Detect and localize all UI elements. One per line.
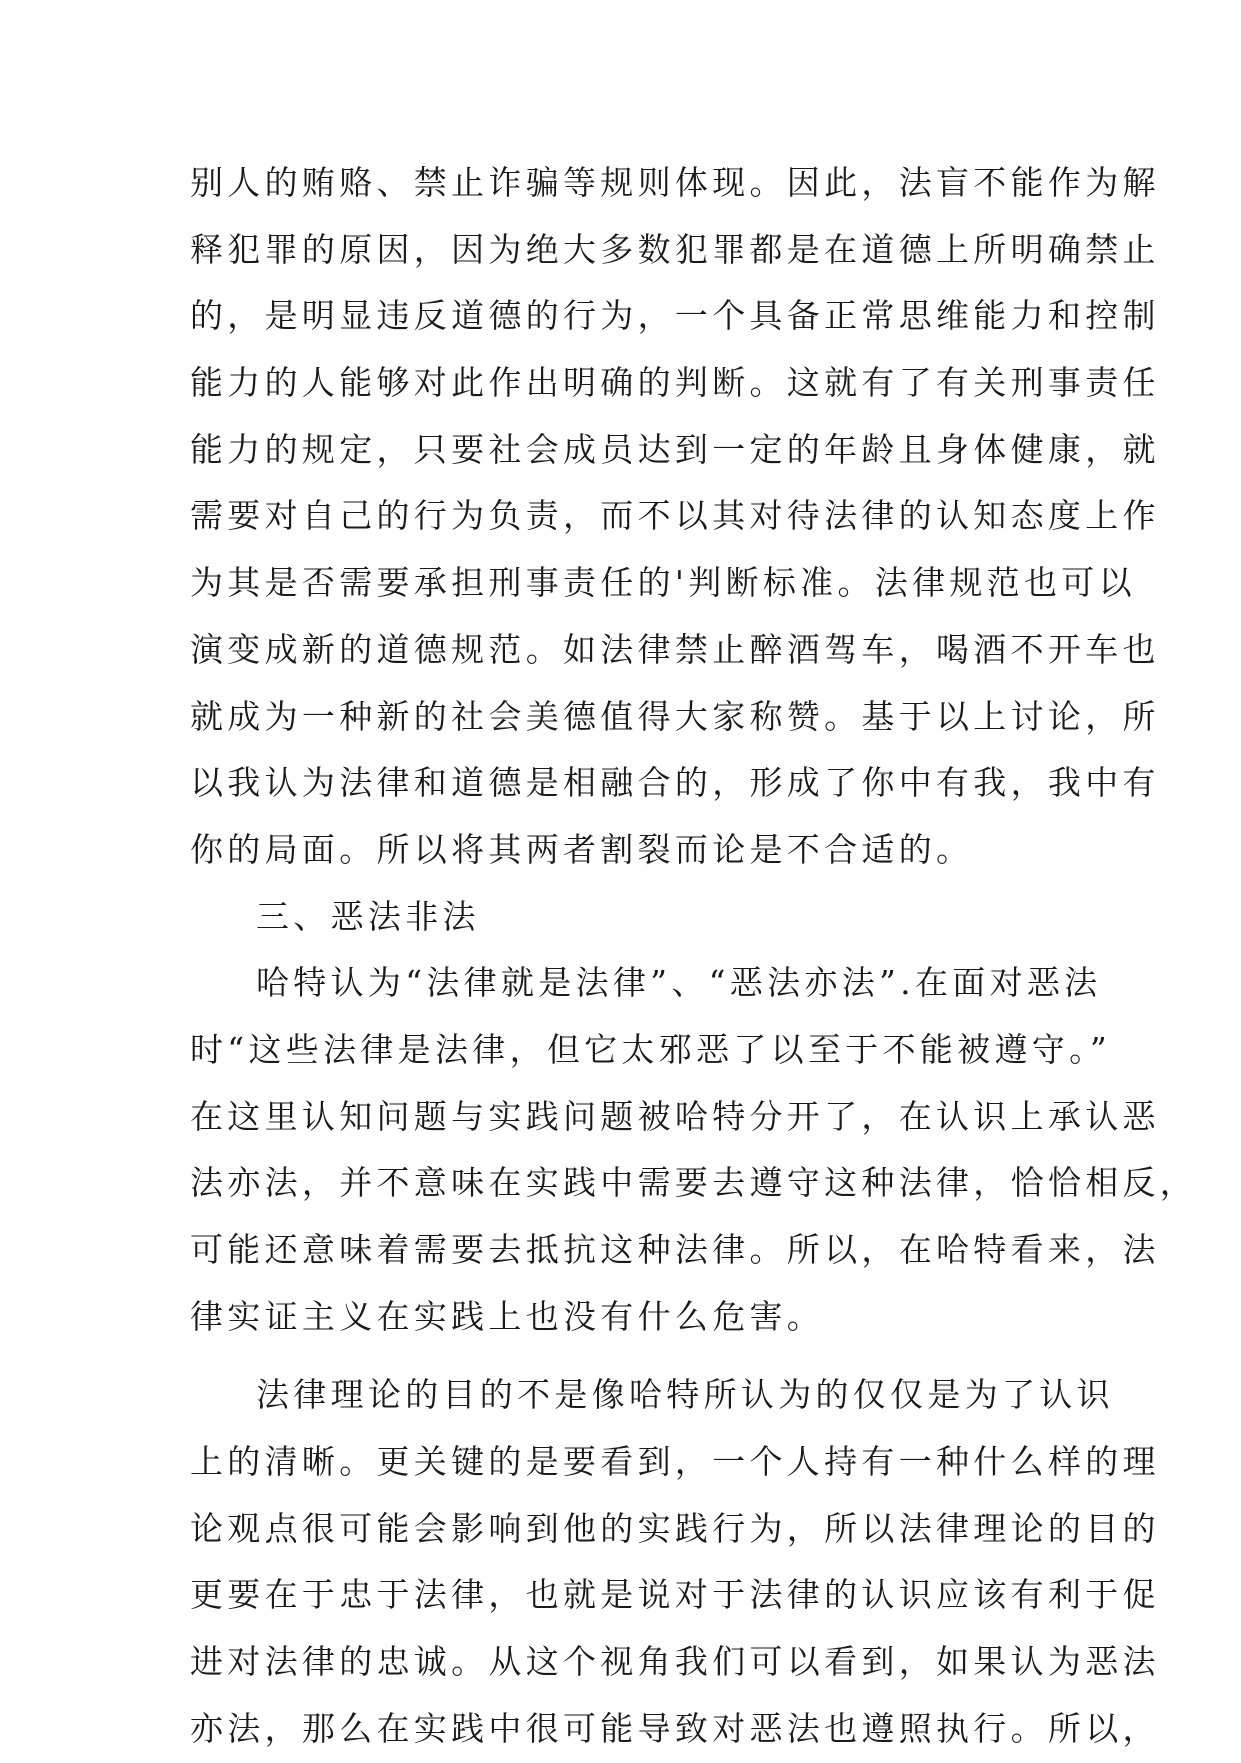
paragraph-2 xyxy=(190,950,1198,1350)
text-line: 更要在于忠于法律，也就是说对于法律的认识应该有利于促 xyxy=(190,1575,1160,1615)
text-line: 可能还意味着需要去抵抗这种法律。所以，在哈特看来，法 xyxy=(190,1230,1160,1269)
text-line: 在这里认知问题与实践问题被哈特分开了，在认识上承认恶 xyxy=(190,1096,1160,1136)
text-line: 的，是明显违反道德的行为，一个具备正常思维能力和控制 xyxy=(190,296,1160,336)
text-line: 时“这些法律是法律，但它太邪恶了以至于不能被遵守。” xyxy=(190,1029,1112,1069)
text-line: 哈特认为“法律就是法律”、“恶法亦法”.在面对恶法 xyxy=(256,963,1102,1003)
text-line: 论观点很可能会影响到他的实践行为，所以法律理论的目的 xyxy=(190,1508,1160,1548)
text-line: 法亦法，并不意味在实践中需要去遵守这种法律，恰恰相反， xyxy=(190,1163,1198,1203)
text-line: 演变成新的道德规范。如法律禁止醉酒驾车，喝酒不开车也 xyxy=(190,629,1160,669)
text-line: 你的局面。所以将其两者割裂而论是不合适的。 xyxy=(190,829,974,869)
text-line: 需要对自己的行为负责，而不以其对待法律的认知态度上作 xyxy=(190,496,1160,536)
paragraph-1 xyxy=(190,150,1160,884)
text-line: 能力的人能够对此作出明确的判断。这就有了有关刑事责任 xyxy=(190,363,1160,403)
text-line: 上的清晰。更关键的是要看到，一个人持有一种什么样的理 xyxy=(190,1442,1160,1482)
text-line: 就成为一种新的社会美德值得大家称赞。基于以上讨论，所 xyxy=(190,696,1160,736)
section-heading xyxy=(190,884,1060,951)
text-line: 以我认为法律和道德是相融合的，形成了你中有我，我中有 xyxy=(190,763,1160,803)
paragraph-3 xyxy=(190,1362,1160,1762)
text-line: 进对法律的忠诚。从这个视角我们可以看到，如果认为恶法 xyxy=(190,1642,1160,1682)
text-line: 亦法，那么在实践中很可能导致对恶法也遵照执行。所以， xyxy=(190,1708,1160,1748)
document-body xyxy=(190,150,1198,1763)
text-line: 别人的贿赂、禁止诈骗等规则体现。因此，法盲不能作为解 xyxy=(190,163,1160,202)
text-line: 为其是否需要承担刑事责任的'判断标准。法律规范也可以 xyxy=(190,563,1136,603)
text-line: 法律理论的目的不是像哈特所认为的仅仅是为了认识 xyxy=(256,1375,1114,1415)
text-line: 律实证主义在实践上也没有什么危害。 xyxy=(190,1296,825,1336)
heading-text: 三、恶法非法 xyxy=(256,896,480,936)
text-line: 释犯罪的原因，因为绝大多数犯罪都是在道德上所明确禁止 xyxy=(190,229,1160,269)
text-line: 能力的规定，只要社会成员达到一定的年龄且身体健康，就 xyxy=(190,429,1160,469)
